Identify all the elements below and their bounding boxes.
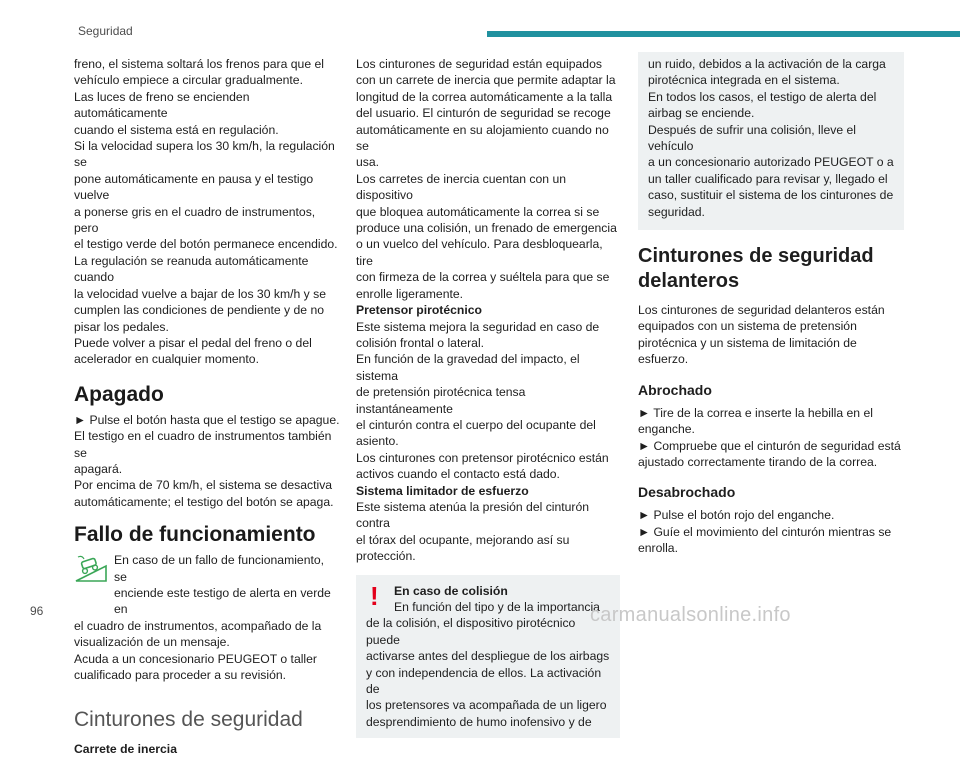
text-line: Por encima de 70 km/h, el sistema se desactiva bbox=[74, 478, 333, 493]
text-line: visualización de un mensaje. bbox=[74, 635, 230, 650]
text-line: de la colisión, el dispositivo pirotécnico puede bbox=[366, 616, 576, 647]
text-line: o un vuelco del vehículo. Para desbloquearla, tire bbox=[356, 237, 603, 268]
text-line: con un carrete de inercia que permite adaptar la bbox=[356, 73, 616, 88]
text-line: los pretensores va acompañada de un ligero bbox=[366, 698, 607, 713]
warning-exclamation-icon: ! bbox=[370, 580, 379, 611]
text-line: usa. bbox=[356, 155, 380, 170]
text-line: En función del tipo y de la importancia bbox=[394, 600, 600, 614]
text-line: asiento. bbox=[356, 434, 399, 449]
apagado-paragraph bbox=[74, 412, 340, 510]
fallo-paragraph bbox=[74, 618, 340, 684]
text-line: del usuario. El cinturón de seguridad se recoge bbox=[356, 106, 611, 121]
heading-cinturones: Cinturones de seguridad bbox=[74, 708, 303, 732]
text-line: colisión frontal o lateral. bbox=[356, 335, 485, 350]
pretensor-paragraph bbox=[356, 319, 620, 483]
text-line: ajustado correctamente tirando de la correa. bbox=[638, 454, 878, 469]
running-header: Seguridad bbox=[78, 24, 133, 38]
text-line: ► Tire de la correa e inserte la hebilla en el bbox=[638, 405, 873, 420]
text-line: longitud de la correa automáticamente a la talla bbox=[356, 89, 613, 104]
text-line: cualificado para proceder a su revisión. bbox=[74, 668, 287, 682]
fallo-icon-paragraph bbox=[74, 552, 340, 618]
text-line: Los cinturones con pretensor pirotécnico están bbox=[356, 450, 609, 465]
subheading-pretensor: Pretensor pirotécnico bbox=[356, 303, 482, 318]
watermark: carmanualsonline.info bbox=[590, 604, 791, 626]
text-line: automáticamente en su alojamiento cuando no se bbox=[356, 122, 609, 154]
text-line: acelerador en cualquier momento. bbox=[74, 352, 259, 367]
text-line: ► Guíe el movimiento del cinturón mientras se bbox=[638, 524, 892, 539]
text-line: el testigo verde del botón permanece encendido. bbox=[74, 237, 338, 252]
text-line: El testigo en el cuadro de instrumentos también se bbox=[74, 429, 332, 460]
heading-line: Cinturones de seguridad bbox=[638, 245, 874, 268]
heading-apagado: Apagado bbox=[74, 382, 164, 406]
heading-desabrochado: Desabrochado bbox=[638, 484, 736, 501]
text-line: el cuadro de instrumentos, acompañado de la bbox=[74, 618, 322, 633]
delanteros-paragraph bbox=[638, 302, 904, 368]
text-line: Las luces de freno se encienden automáticamente bbox=[74, 89, 250, 121]
text-line: con firmeza de la correa y suéltela para que se bbox=[356, 270, 610, 285]
page-number: 96 bbox=[30, 604, 44, 618]
intro-paragraph bbox=[74, 56, 340, 368]
text-line: el tórax del ocupante, mejorando así su protección. bbox=[356, 532, 570, 564]
text-line: y con independencia de ellos. La activación de bbox=[366, 665, 602, 697]
text-line: un ruido, debidos a la activación de la carga bbox=[648, 57, 886, 71]
warning-title: En caso de colisión bbox=[394, 583, 508, 598]
text-line: En función de la gravedad del impacto, el sistema bbox=[356, 352, 580, 383]
text-line: Este sistema atenúa la presión del cinturón contra bbox=[356, 499, 590, 531]
text-line: cumplen las condiciones de pendiente y de no bbox=[74, 303, 325, 318]
subheading-limitador: Sistema limitador de esfuerzo bbox=[356, 483, 529, 498]
text-line: equipados con un sistema de pretensión bbox=[638, 319, 857, 334]
text-line: Si la velocidad supera los 30 km/h, la regulación se bbox=[74, 139, 335, 170]
text-line: activos cuando el contacto está dado. bbox=[356, 467, 560, 482]
text-line: la velocidad vuelve a bajar de los 30 km/h y se bbox=[74, 286, 327, 301]
text-line: caso, sustituir el sistema de los cinturones de bbox=[648, 188, 894, 203]
heading-fallo: Fallo de funcionamiento bbox=[74, 523, 316, 547]
text-line: Después de sufrir una colisión, lleve el vehículo bbox=[648, 122, 856, 154]
text-line: automáticamente; el testigo del botón se apaga. bbox=[74, 494, 334, 509]
subheading-carrete: Carrete de inercia bbox=[74, 742, 177, 757]
text-line: vehículo empiece a circular gradualmente. bbox=[74, 73, 303, 88]
text-line: Acuda a un concesionario PEUGEOT o taller bbox=[74, 651, 317, 666]
heading-abrochado: Abrochado bbox=[638, 381, 712, 398]
text-line: enciende este testigo de alerta en verde en bbox=[114, 585, 331, 617]
text-line: airbag se enciende. bbox=[648, 106, 755, 121]
text-line: pone automáticamente en pausa y el testigo vuelve bbox=[74, 171, 314, 203]
abrochado-paragraph bbox=[638, 405, 904, 471]
heading-line: delanteros bbox=[638, 270, 740, 293]
hill-assist-warning-icon bbox=[74, 554, 108, 584]
text-line: a un concesionario autorizado PEUGEOT o a bbox=[648, 155, 894, 170]
text-line: pirotécnica integrada en el sistema. bbox=[648, 73, 840, 88]
text-line: En todos los casos, el testigo de alerta del bbox=[648, 89, 877, 104]
text-line: Los cinturones de seguridad están equipados bbox=[356, 57, 602, 71]
column-3 bbox=[638, 56, 904, 557]
text-line: activarse antes del despliegue de los airbags bbox=[366, 649, 610, 664]
text-line: Los cinturones de seguridad delanteros están bbox=[638, 303, 885, 318]
text-line: produce una colisión, un frenado de emergencia bbox=[356, 221, 617, 236]
text-line: a ponerse gris en el cuadro de instrumentos, pero bbox=[74, 204, 316, 236]
text-line: Puede volver a pisar el pedal del freno o del bbox=[74, 335, 312, 350]
text-line: La regulación se reanuda automáticamente cuando bbox=[74, 253, 309, 285]
text-line: cuando el sistema está en regulación. bbox=[74, 122, 279, 137]
header-accent-bar bbox=[487, 31, 960, 37]
text-line: de pretensión pirotécnica tensa instantáneamente bbox=[356, 385, 526, 416]
desabrochado-paragraph bbox=[638, 507, 904, 556]
text-line: apagará. bbox=[74, 461, 123, 476]
text-line: enrolla. bbox=[638, 541, 678, 556]
text-line: Este sistema mejora la seguridad en caso de bbox=[356, 319, 600, 334]
text-line: ► Pulse el botón hasta que el testigo se apague. bbox=[74, 412, 340, 427]
text-line: un taller cualificado para revisar y, llegado el bbox=[648, 171, 888, 186]
text-line: ► Pulse el botón rojo del enganche. bbox=[638, 508, 835, 523]
text-line: enrolle ligeramente. bbox=[356, 286, 464, 301]
warning-box-continued bbox=[638, 52, 904, 230]
heading-delanteros bbox=[638, 244, 904, 294]
text-line: pirotécnica y un sistema de limitación de esfuerzo. bbox=[638, 335, 857, 367]
text-line: pisar los pedales. bbox=[74, 319, 169, 334]
text-line: desprendimiento de humo inofensivo y de bbox=[366, 714, 592, 729]
text-line: el cinturón contra el cuerpo del ocupante del bbox=[356, 417, 596, 432]
text-line: enganche. bbox=[638, 422, 695, 437]
text-line: Los carretes de inercia cuentan con un dispositivo bbox=[356, 171, 567, 203]
text-line: que bloquea automáticamente la correa si se bbox=[356, 204, 600, 219]
text-line: En caso de un fallo de funcionamiento, se bbox=[114, 553, 325, 584]
limitador-paragraph bbox=[356, 499, 620, 565]
column-2 bbox=[356, 56, 620, 738]
warning-box bbox=[356, 575, 620, 739]
text-line: ► Compruebe que el cinturón de seguridad está bbox=[638, 438, 901, 453]
text-line: seguridad. bbox=[648, 204, 705, 219]
carrete-paragraph bbox=[356, 56, 620, 302]
column-1 bbox=[74, 56, 340, 758]
text-line: freno, el sistema soltará los frenos para que el bbox=[74, 57, 324, 71]
